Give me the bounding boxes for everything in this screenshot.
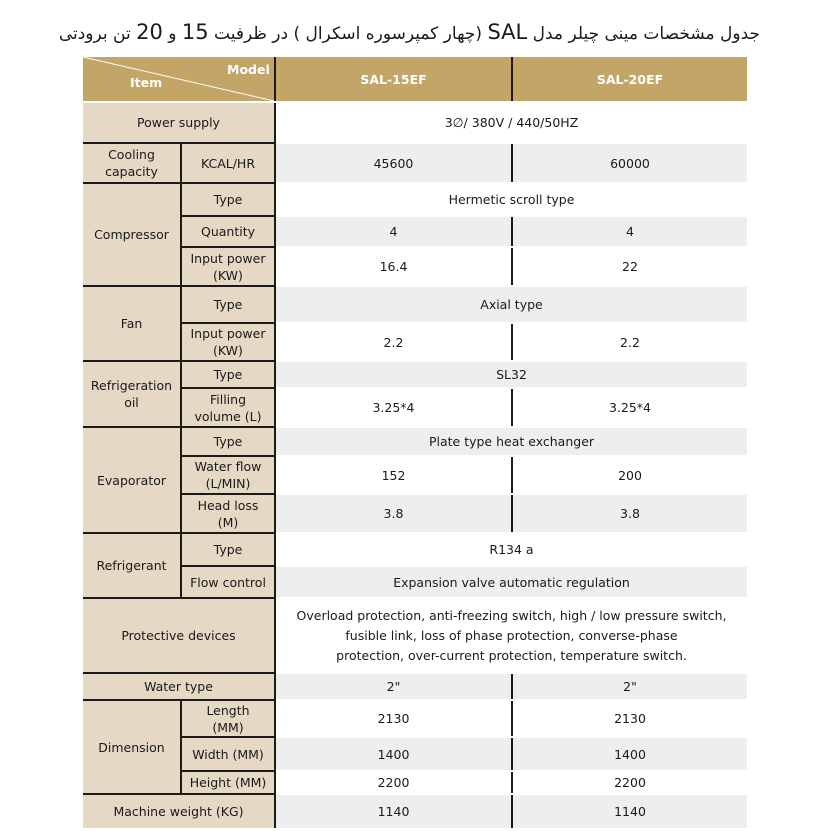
fan-type-value: Axial type (276, 287, 747, 322)
page-title: جدول مشخصات مینی چیلر مدل SAL (چهار کمپرسوره اسکرال ) در ظرفیت 15 و 20 تن برودتی (58, 20, 760, 44)
dimension-width-sal20: 1400 (511, 738, 747, 770)
oil-filling-sal20: 3.25*4 (511, 389, 747, 426)
water-type-sal15: 2" (276, 674, 511, 699)
machine-weight-label: Machine weight (KG) (83, 795, 276, 828)
evaporator-flow-sal20: 200 (511, 457, 747, 493)
compressor-type-value: Hermetic scroll type (276, 184, 747, 215)
evaporator-loss-sal20: 3.8 (511, 495, 747, 532)
header-sal-20ef: SAL-20EF (511, 57, 747, 101)
evaporator-flow-sal15: 152 (276, 457, 511, 493)
protective-devices-value: Overload protection, anti-freezing switch, high / low pressure switch, fusible link, loss of phase protection, converse-phase protection, over-current protection, temperature switch. (276, 599, 747, 672)
cooling-capacity-label: Cooling capacity (83, 144, 182, 182)
dimension-length-sal20: 2130 (511, 701, 747, 736)
compressor-label: Compressor (83, 184, 182, 285)
evaporator-flow-label: Water flow (L/MIN) (182, 457, 276, 493)
compressor-power-sal20: 22 (511, 248, 747, 285)
cooling-unit: KCAL/HR (182, 144, 276, 182)
compressor-quantity-sal15: 4 (276, 217, 511, 246)
refrigerant-type-value: R134 a (276, 534, 747, 565)
fan-label: Fan (83, 287, 182, 360)
flow-control-label: Flow control (182, 567, 276, 597)
header-item-label: Item (130, 75, 163, 90)
compressor-quantity-label: Quantity (182, 217, 276, 246)
fan-power-sal20: 2.2 (511, 324, 747, 360)
dimension-height-sal20: 2200 (511, 772, 747, 793)
protective-devices-label: Protective devices (83, 599, 276, 672)
water-type-label: Water type (83, 674, 276, 699)
water-type-sal20: 2" (511, 674, 747, 699)
dimension-length-sal15: 2130 (276, 701, 511, 736)
refrigerant-label: Refrigerant (83, 534, 182, 597)
dimension-width-label: Width (MM) (182, 738, 276, 770)
evaporator-loss-sal15: 3.8 (276, 495, 511, 532)
dimension-label: Dimension (83, 701, 182, 793)
oil-type-label: Type (182, 362, 276, 387)
cooling-sal15: 45600 (276, 144, 511, 182)
evaporator-loss-label: Head loss (M) (182, 495, 276, 532)
dimension-length-label: Length (MM) (182, 701, 276, 736)
dimension-width-sal15: 1400 (276, 738, 511, 770)
machine-weight-sal20: 1140 (511, 795, 747, 828)
evaporator-label: Evaporator (83, 428, 182, 532)
power-supply-label: Power supply (83, 103, 276, 142)
cooling-sal20: 60000 (511, 144, 747, 182)
evaporator-type-label: Type (182, 428, 276, 455)
fan-power-sal15: 2.2 (276, 324, 511, 360)
flow-control-value: Expansion valve automatic regulation (276, 567, 747, 597)
oil-filling-sal15: 3.25*4 (276, 389, 511, 426)
compressor-type-label: Type (182, 184, 276, 215)
oil-filling-label: Filling volume (L) (182, 389, 276, 426)
compressor-quantity-sal20: 4 (511, 217, 747, 246)
refrigeration-oil-label: Refrigeration oil (83, 362, 182, 426)
evaporator-type-value: Plate type heat exchanger (276, 428, 747, 455)
fan-type-label: Type (182, 287, 276, 322)
fan-power-label: Input power (KW) (182, 324, 276, 360)
refrigerant-type-label: Type (182, 534, 276, 565)
dimension-height-sal15: 2200 (276, 772, 511, 793)
compressor-power-sal15: 16.4 (276, 248, 511, 285)
machine-weight-sal15: 1140 (276, 795, 511, 828)
header-sal-15ef: SAL-15EF (276, 57, 511, 101)
oil-type-value: SL32 (276, 362, 747, 387)
dimension-height-label: Height (MM) (182, 772, 276, 793)
header-model-label: Model (227, 62, 270, 77)
power-supply-value: 3∅/ 380V / 440/50HZ (276, 103, 747, 142)
compressor-power-label: Input power (KW) (182, 248, 276, 285)
